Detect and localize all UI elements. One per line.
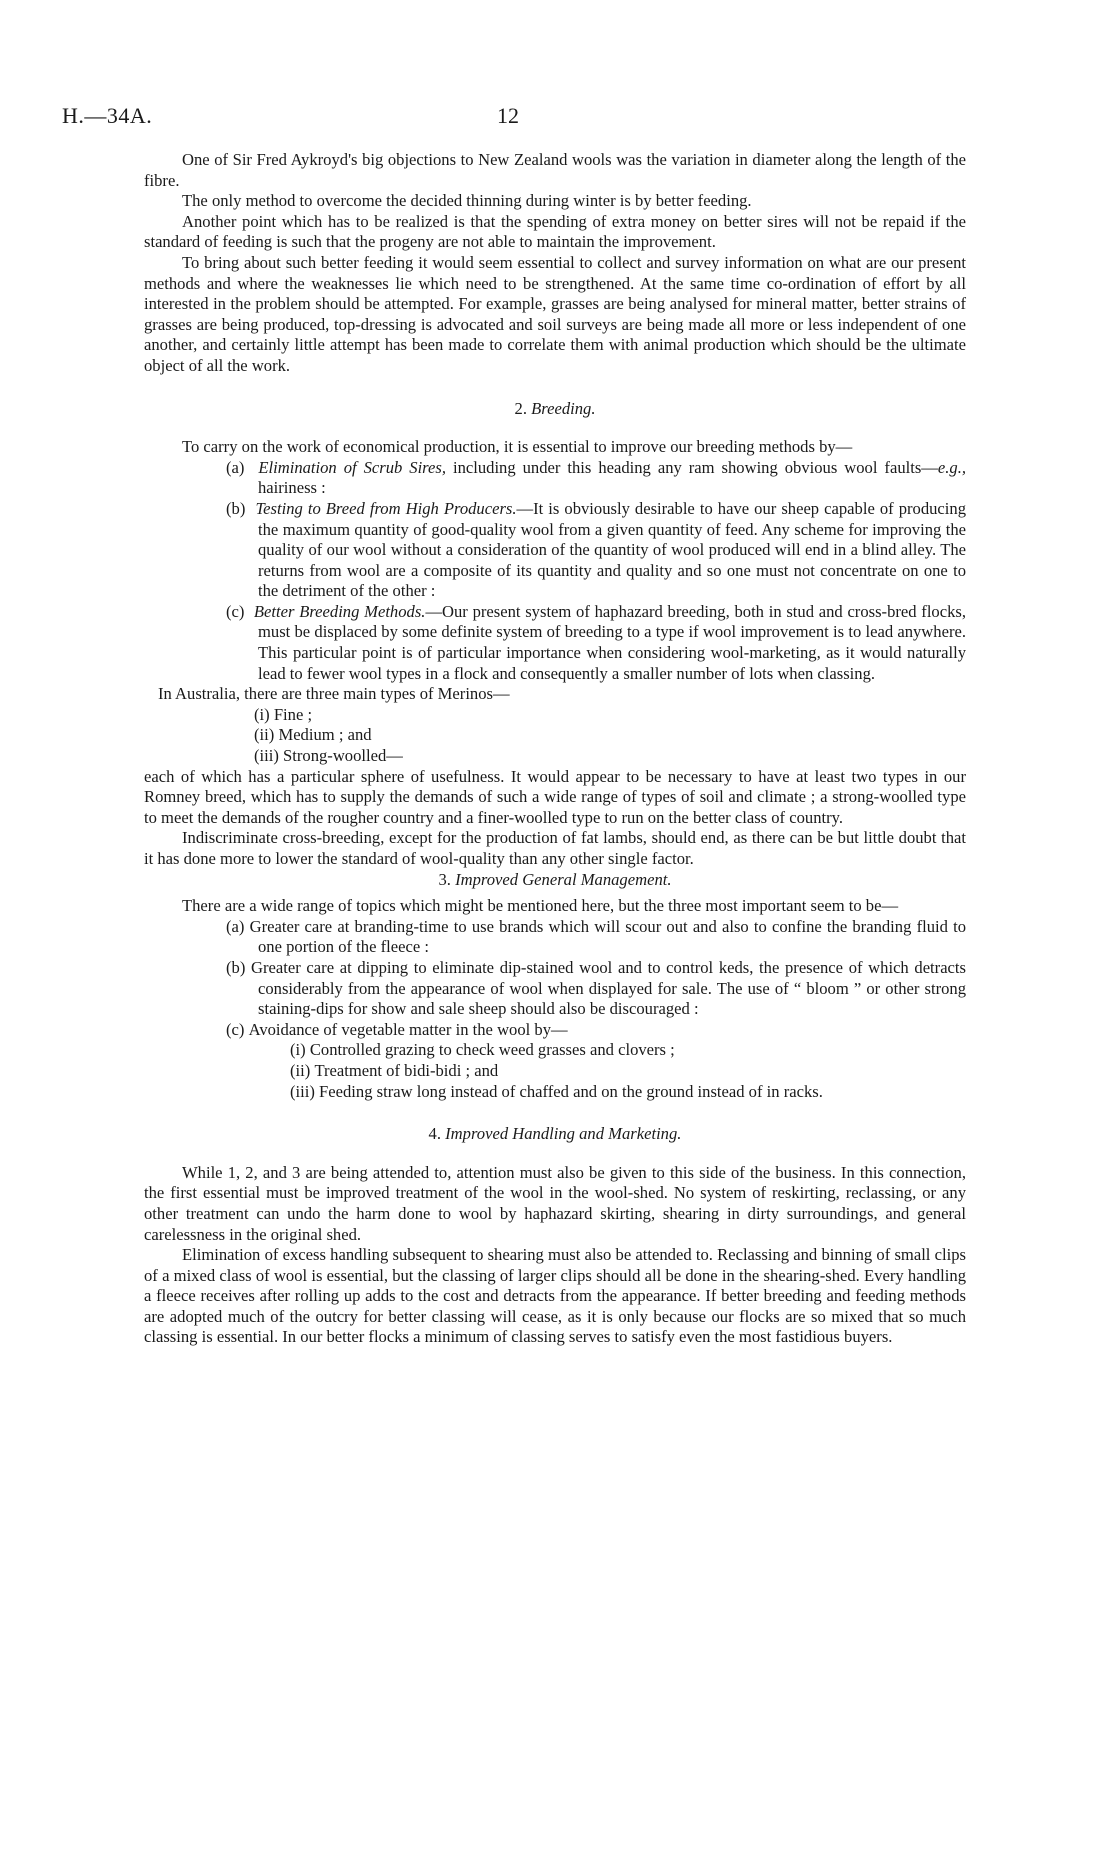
- paragraph: While 1, 2, and 3 are being attended to, attention must also be given to this side of the business. In this connection, the first essential must be improved treatment of the wool in the wool-shed. No system of reskirting, reclassing, or any other treatment can undo the harm done to wool by haphazard skirting, shearing in dirty surroundings, and general carelessness in the original shed.: [144, 1162, 966, 1244]
- body-text: [144, 150, 966, 1348]
- paragraph: To carry on the work of economical production, it is essential to improve our breeding methods by—: [182, 437, 853, 457]
- page-number: 12: [497, 103, 519, 128]
- paragraph: To bring about such better feeding it would seem essential to collect and survey information on what are our present methods and where the weaknesses lie which need to be strengthened. At the same time co-ordination of effort by all interested in the problem should be attempted. For example, grasses are being analysed for mineral matter, better strains of grasses are being produced, top-dressing is advocated and soil surveys are being made all more or less independent of one another, and certainly little attempt has been made to correlate them with animal production which should be the ultimate object of all the work.: [144, 252, 966, 375]
- paragraph: In Australia, there are three main types of Merinos—: [158, 684, 510, 704]
- paragraph: There are a wide range of topics which might be mentioned here, but the three most important seem to be—: [182, 896, 899, 916]
- list-item: (b) Testing to Breed from High Producers.—It is obviously desirable to have our sheep capable of producing the maximum quantity of good-quality wool from a given quantity of feed. Any scheme for improving the quality of our wool without a consideration of the quantity of wool produced will end in a blind alley. The returns from wool are a composite of its quantity and quality and so one must not concentrate on one to the detriment of the other :: [226, 498, 967, 601]
- list-item: (iii) Strong-woolled—: [254, 746, 403, 766]
- list-item: (iii) Feeding straw long instead of chaffed and on the ground instead of in racks.: [290, 1081, 823, 1101]
- series-code: H.—34A.: [62, 103, 153, 128]
- paragraph: The only method to overcome the decided thinning during winter is by better feeding.: [182, 191, 752, 211]
- list-item: (ii) Medium ; and: [254, 725, 372, 745]
- list-item: (c) Better Breeding Methods.—Our present system of haphazard breeding, both in stud and cross-bred flocks, must be displaced by some definite system of breeding to a type if wool improvement is to lead anywhere. This particular point is of particular importance when considering wool-marketing, as it would naturally lead to fewer wool types in a flock and consequently a smaller number of lots when classing.: [226, 601, 966, 683]
- list-item: (i) Controlled grazing to check weed grasses and clovers ;: [290, 1040, 675, 1060]
- list-item: (a) Greater care at branding-time to use brands which will scour out and also to confine the branding fluid to one portion of the fleece :: [226, 916, 967, 957]
- paragraph: One of Sir Fred Aykroyd's big objections to New Zealand wools was the variation in diameter along the length of the fibre.: [144, 150, 966, 190]
- section-heading-breeding: 2. Breeding.: [514, 398, 596, 418]
- list-item: (i) Fine ;: [254, 704, 313, 724]
- section-heading-management: 3. Improved General Management.: [438, 869, 672, 889]
- list-item: (ii) Treatment of bidi-bidi ; and: [290, 1060, 499, 1080]
- list-item: (a) Elimination of Scrub Sires, including under this heading any ram showing obvious wool faults—e.g., hairiness :: [226, 457, 966, 498]
- paragraph: each of which has a particular sphere of usefulness. It would appear to be necessary to have at least two types in our Romney breed, which has to supply the demands of such a wide range of types of soil and climate ; a strong-woolled type to meet the demands of the rougher country and a finer-woolled type to run on the better class of country.: [144, 766, 966, 827]
- list-item: (c) Avoidance of vegetable matter in the wool by—: [226, 1019, 568, 1039]
- paragraph: Elimination of excess handling subsequent to shearing must also be attended to. Reclassing and binning of small clips of a mixed class of wool is essential, but the classing of larger clips should all be done in the shearing-shed. Every handling a fleece receives after rolling up adds to the cost and detracts from the appearance. If better breeding and feeding methods are adopted much of the outcry for better classing will cease, as it is only because our flocks are so mixed that so much classing is essential. In our better flocks a minimum of classing serves to satisfy even the most fastidious buyers.: [144, 1245, 966, 1347]
- section-heading-marketing: 4. Improved Handling and Marketing.: [428, 1124, 682, 1144]
- paragraph: Indiscriminate cross-breeding, except for the production of fat lambs, should end, as there can be but little doubt that it has done more to lower the standard of wool-quality than any other single factor.: [144, 828, 966, 868]
- paragraph: Another point which has to be realized is that the spending of extra money on better sires will not be repaid if the standard of feeding is such that the progeny are not able to maintain the improvement.: [144, 211, 966, 252]
- list-item: (b) Greater care at dipping to eliminate dip-stained wool and to control keds, the presence of which detracts considerably from the appearance of wool when displayed for sale. The use of “ bloom ” or other strong staining-dips for show and sale sheep should also be discouraged :: [226, 957, 966, 1019]
